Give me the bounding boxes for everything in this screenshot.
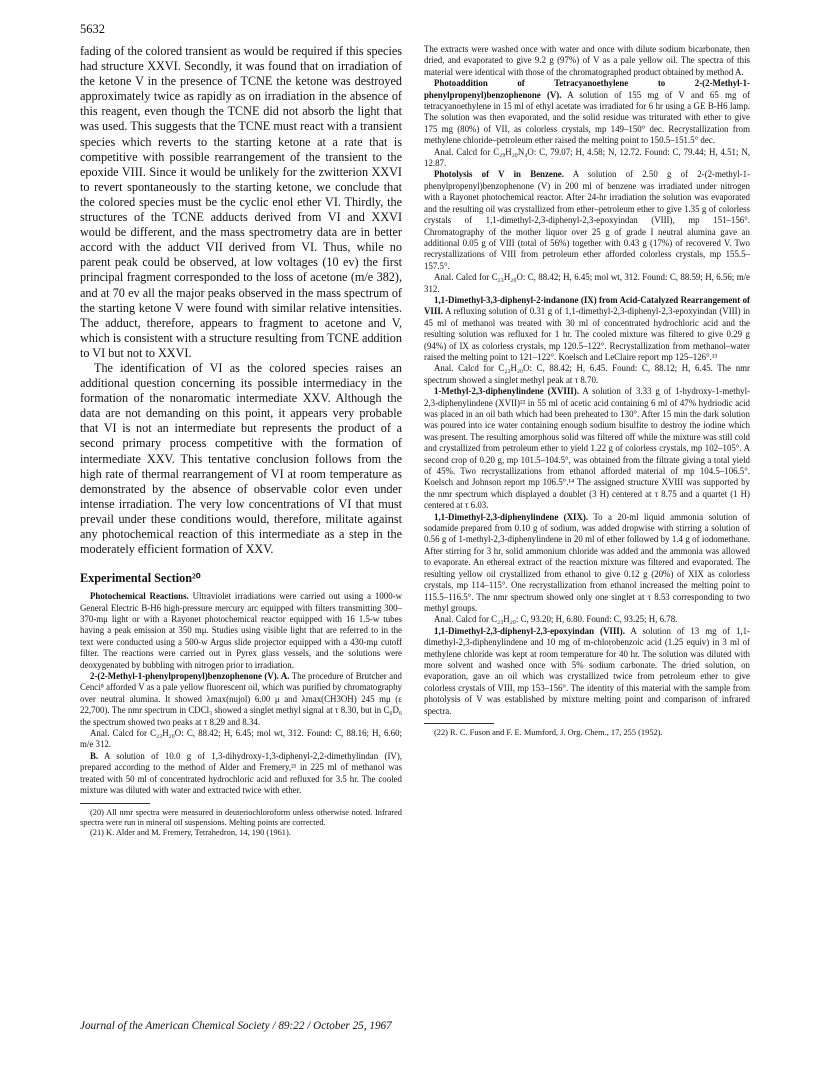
paragraph-text: The procedure of Brutcher and Cenci⁸ afforded V as a pale yellow fluorescent oil, which was purified by chromatography over neutral alumina. It showed λmax(nujol) 6.00 μ and λmax(CH3OH) 245 mμ (ε 22,700). The nmr spectrum in CDCl₃ showed a singlet methyl signal at τ 8.30, but in C₆D₆ the spectrum showed two peaks at τ 8.29 and 8.34. xyxy=(80,671,402,727)
experimental-paragraph xyxy=(424,626,750,717)
footnote: (22) R. C. Fuson and F. E. Mumford, J. Org. Chem., 17, 255 (1952). xyxy=(434,727,663,737)
paragraph-text: Anal. Calcd for C₂₃H₂₀O: C, 88.42; H, 6.45; mol wt, 312. Found: C, 88.16; H, 6.60; m/e 312. xyxy=(80,728,402,750)
paragraph-text: A refluxing solution of 0.31 g of 1,1-dimethyl-2,3-diphenyl-2,3-epoxyindan (VIII) in 45 ml of methanol was treated with 30 ml of concentrated hydrochloric acid and the resulting solution was refluxed for 1 hr. The cooled mixture was filtered to give 0.29 g (94%) of IX as colorless crystals, mp 120.5–122°. Recrystallization from methanol–water raised the melting point to 121–122°. Koelsch and LeClaire report mp 125–126°.¹³ xyxy=(424,306,750,362)
experimental-paragraph xyxy=(424,295,750,363)
paragraph-text: To a 20-ml liquid ammonia solution of sodamide prepared from 0.10 g of sodium, was added dropwise with stirring a solution of 0.56 g of 1-methyl-2,3-diphenylindene in 20 ml of ether followed by 1.4 g of iodomethane. After stirring for 3 hr, solid ammonium chloride was added and the ammonia was allowed to evaporate. An ethereal extract of the reaction mixture was filtered and evaporated. The resulting yellow oil crystallized from ethanol to give 0.12 g (20%) of XIX as colorless crystals, mp 114–115°. One recrystallization from ethanol increased the melting point to 115.5–116.5°. The nmr spectrum showed only one singlet at τ 8.53 corresponding to two methyl groups. xyxy=(424,511,750,613)
paragraph-text: Anal. Calcd for C₂₃H₂₀O: C, 88.42; H, 6.45; mol wt, 312. Found: C, 88.59; H, 6.56; m/e 312. xyxy=(424,272,750,294)
paragraph-text: A solution of 3.33 g of 1-hydroxy-1-methyl-2,3-diphenylindene (XVII)²² in 55 ml of acetic acid containing 6 ml of 47% hydriodic acid was placed in an oil bath which had been preheated to 130°. After 15 min the dark solution was poured into ice water containing enough sodium bisulfite to destroy the iodine which was present. The resulting amorphous solid was filtered off while the mixture was still cold and crystallized from petroleum ether to yield 1.22 g of colorless crystals, mp 102–105°. A second crop of 0.20 g, mp 101.5–104.5°, was obtained from the filtrate giving a total yield of 45%. Two recrystallizations from ethanol afforded material of mp 104.5–106.5°. Koelsch and Johnson report mp 106.5°.¹⁴ The assigned structure XVIII was supported by the nmr spectrum which displayed a doublet (3 H) centered at τ 8.75 and a quartet (1 H) centered at τ 6.03. xyxy=(424,386,750,511)
paragraph-heading: Photoaddition of Tetracyanoethylene to 2-(2-Methyl-1-phenylpropenyl)benzophenone (V). xyxy=(424,78,750,100)
experimental-paragraph xyxy=(424,386,750,511)
paragraph-text: Ultraviolet irradiations were carried out using a 1000-w General Electric B-H6 high-pressure mercury arc equipped with filters transmitting 300–370-mμ light or with a Rayonet photochemical reactor equipped with 16 1.5-w tubes having a peak emission at 350 mμ. Studies using visible light that are referred to in the text were conducted using a 500-w Argus slide projector equipped with a 430-mμ cutoff filter. The reactions were carried out in Pyrex glass vessels, and the solutions were deoxygenated by bubbling with nitrogen prior to irradiation. xyxy=(80,591,402,670)
paragraph-heading: 1-Methyl-2,3-diphenylindene (XVIII). xyxy=(434,386,579,397)
paragraph-heading: Photochemical Reactions. xyxy=(90,591,189,602)
footnote-rule xyxy=(80,803,150,804)
analysis-paragraph xyxy=(424,614,750,625)
experimental-paragraph xyxy=(424,44,750,78)
paragraph-heading: Photolysis of V in Benzene. xyxy=(434,169,564,180)
experimental-paragraph xyxy=(424,169,750,272)
analysis-paragraph xyxy=(424,147,750,170)
body-paragraph: fading of the colored transient as would be required if this species had structure XXVI. Secondly, it was found that on irradiation of the ketone V in the presence of TCNE the ketone was destroyed approximately twice as rapidly as on irradiation in the absence of this reagent, even though the TCNE did not absorb the light that was used. This suggests that the TCNE must react with a transient species which reverts to the starting ketone at a rate that is competitive with possible rearrangement of the transient to the epoxide VIII. Since it would be unlikely for the zwitterion XXVI to revert spontaneously to the starting ketone, we conclude that the colored species must be the cyclic enol ether VI. Thirdly, the structures of the TCNE adducts derived from VI and XXVI would be different, and the mass spectrometry data are in better accord with the adduct VII derived from VI. Thus, while no parent peak could be observed, at low voltages (10 ev) the first principal fragment corresponded to the loss of acetone (m/e 382), and at 70 ev all the major peaks observed in the mass spectrum of the starting ketone V were found with similar relative intensities. The adduct, therefore, appears to fragment to acetone and V, which is consistent with a structure resulting from TCNE addition to VI but not to XXVI. xyxy=(80,44,402,360)
paragraph-heading: B. xyxy=(90,750,99,761)
paragraph-text: Anal. Calcd for C₂₉H₂₀N₄O: C, 79.07; H, 4.58; N, 12.72. Found: C, 79.44; H, 4.51; N, 12.87. xyxy=(424,146,750,169)
paragraph-text: Anal. Calcd for C₂₃H₂₀O: C, 88.42; H, 6.45. Found: C, 88.12; H, 6.45. The nmr spectrum showed a singlet methyl peak at τ 8.70. xyxy=(424,363,750,385)
analysis-paragraph xyxy=(424,363,750,386)
section-title: Experimental Section²⁰ xyxy=(80,571,201,586)
experimental-paragraph xyxy=(424,512,750,615)
footnote-rule xyxy=(424,723,494,724)
paragraph-text: A solution of 155 mg of V and 65 mg of tetracyanoethylene in 15 ml of ethyl acetate was irradiated for 6 hr using a GE B-H6 lamp. The solution was then evaporated, and the solid residue was triturated with ether to give 175 mg (80%) of VII, as colorless crystals, mp 149–150° dec. Recrystallization from methylene chloride–petroleum ether raised the melting point to 150.5–151.5° dec. xyxy=(424,89,751,146)
experimental-paragraph xyxy=(424,78,750,146)
paragraph-text: A solution of 10.0 g of 1,3-dihydroxy-1,3-diphenyl-2,2-dimethylindan (IV), prepared according to the method of Alder and Fremery,²¹ in 225 ml of methanol was treated with 50 ml of concentrated hydrochloric acid and refluxed for 3.5 hr. The cooled mixture was diluted with water and extracted twice with ether. xyxy=(80,750,402,796)
analysis-paragraph xyxy=(424,272,750,295)
paragraph-heading: 1,1-Dimethyl-2,3-diphenylindene (XIX). xyxy=(434,511,589,522)
right-column xyxy=(424,44,750,738)
paragraph-text: A solution of 2.50 g of 2-(2-methyl-1-phenylpropenyl)benzophenone (V) in 200 ml of benzene was irradiated under nitrogen with a Rayonet photochemical reactor. After 24-hr irradiation the solution was evaporated and the resulting oil was crystallized from ether–petroleum ether to give 1.35 g of colorless crystals of 1,1-dimethyl-2,3-diphenyl-2,3-epoxyindan (VIII), mp 151–156°. Chromatography of the mother liquor over 25 g of grade I neutral alumina gave an additional 0.05 g of VIII (total of 56%) together with 0.43 g (17%) of recovered V. Two recrystallizations of VIII from petroleum ether afforded colorless crystals, mp 155.5–157.5°. xyxy=(424,169,750,271)
paragraph-heading: 2-(2-Methyl-1-phenylpropenyl)benzophenone (V). A. xyxy=(90,671,290,682)
footnote: (20) All nmr spectra were measured in deuteriochloroform unless otherwise noted. Infrared spectra were run in mineral oil suspensions. Melting points are corrected. xyxy=(80,807,402,827)
paragraph-text: The extracts were washed once with water and once with dilute sodium bicarbonate, then dried, and evaporated to give 9.2 g (97%) of V as a pale yellow oil. The spectra of this material were identical with those of the chromatographed product obtained by method A. xyxy=(424,44,750,77)
paragraph-heading: 1,1-Dimethyl-2,3-diphenyl-2,3-epoxyindan (VIII). xyxy=(434,625,625,636)
page-number: 5632 xyxy=(80,22,105,36)
body-paragraph: The identification of VI as the colored species raises an additional question concerning its possible intermediacy in the formation of the nonaromatic intermediate XXV. Although the data are not demanding on this point, it appears very probable that VI is not an intermediate but represents the product of a second primary process competitive with the formation of intermediate XXV. This tentative conclusion follows from the high rate of thermal rearrangement of VI at room temperature as demonstrated by the absence of observable color even under intense irradiation. The very low concentrations of VI that must prevail under these conditions would, therefore, militate against any photochemical reaction of this intermediate as a step in the moderately efficient formation of XXV. xyxy=(80,360,402,557)
paragraph-text: A solution of 13 mg of 1,1-dimethyl-2,3-diphenylindene and 10 mg of m-chlorobenzoic acid (1.25 equiv) in 3 ml of methylene chloride was kept at room temperature for 40 hr. The solution was diluted with more solvent and washed once with 5% sodium carbonate. The dried solution, on evaporation, gave an oil which was crystallized twice from petroleum ether to give colorless crystals of VIII, mp 153–156°. The identity of this material with the sample from photolysis of V was established by mixture melting point and comparison of infrared spectra. xyxy=(424,625,750,716)
paragraph-text: Anal. Calcd for C₂₃H₂₀: C, 93.20; H, 6.80. Found: C, 93.25; H, 6.78. xyxy=(434,614,678,625)
journal-footer: Journal of the American Chemical Society / 89:22 / October 25, 1967 xyxy=(80,1020,392,1032)
experimental-paragraph xyxy=(80,751,402,797)
left-column xyxy=(80,44,402,839)
footnote: (21) K. Alder and M. Fremery, Tetrahedron, 14, 190 (1961). xyxy=(90,828,291,838)
experimental-paragraph xyxy=(80,671,402,728)
analysis-paragraph xyxy=(80,728,402,751)
paragraph-heading: 1,1-Dimethyl-3,3-diphenyl-2-indanone (IX) from Acid-Catalyzed Rearrangement of VIII. xyxy=(424,294,750,317)
experimental-paragraph xyxy=(80,591,402,671)
